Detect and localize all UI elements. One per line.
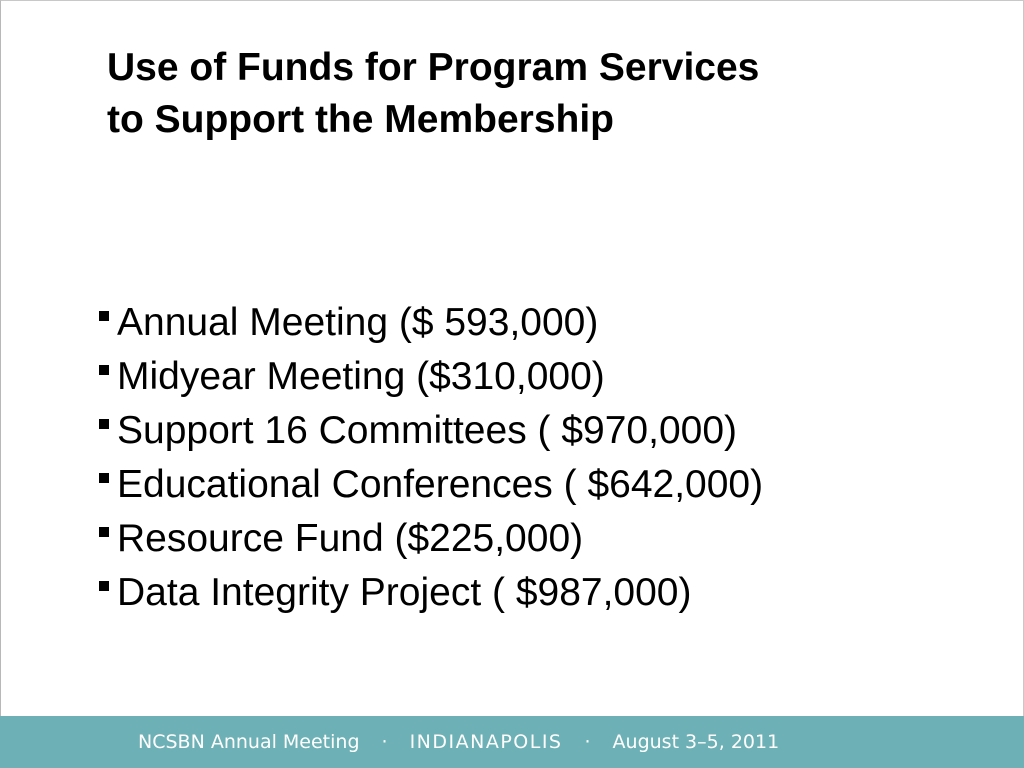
bullet-text: Data Integrity Project ( $987,000) [117, 571, 692, 614]
slide-title [107, 42, 967, 146]
bullet-item [99, 296, 763, 350]
footer-separator: · [584, 731, 591, 753]
bullet-text: Educational Conferences ( $642,000) [117, 463, 764, 506]
footer-banner [0, 716, 1024, 768]
bullet-item [99, 512, 763, 566]
slide-title-line-1: Use of Funds for Program Services [107, 46, 760, 89]
bullet-text: Midyear Meeting ($310,000) [117, 355, 605, 398]
footer-dates: August 3–5, 2011 [612, 731, 780, 753]
square-bullet-icon [99, 365, 109, 375]
footer-event-name: NCSBN Annual Meeting [138, 731, 360, 753]
bullet-text: Annual Meeting ($ 593,000) [117, 301, 599, 344]
footer-separator: · [381, 731, 388, 753]
square-bullet-icon [99, 473, 109, 483]
bullet-item [99, 458, 763, 512]
bullet-item [99, 350, 763, 404]
square-bullet-icon [99, 581, 109, 591]
bullet-text: Support 16 Committees ( $970,000) [117, 409, 738, 452]
square-bullet-icon [99, 311, 109, 321]
footer-text [138, 729, 779, 755]
footer-city: INDIANAPOLIS [409, 731, 563, 753]
square-bullet-icon [99, 527, 109, 537]
bullet-item [99, 404, 763, 458]
square-bullet-icon [99, 419, 109, 429]
bullet-text: Resource Fund ($225,000) [117, 517, 584, 560]
funds-bullet-list [99, 296, 763, 620]
slide-title-line-2: to Support the Membership [107, 98, 614, 141]
bullet-item [99, 566, 763, 620]
